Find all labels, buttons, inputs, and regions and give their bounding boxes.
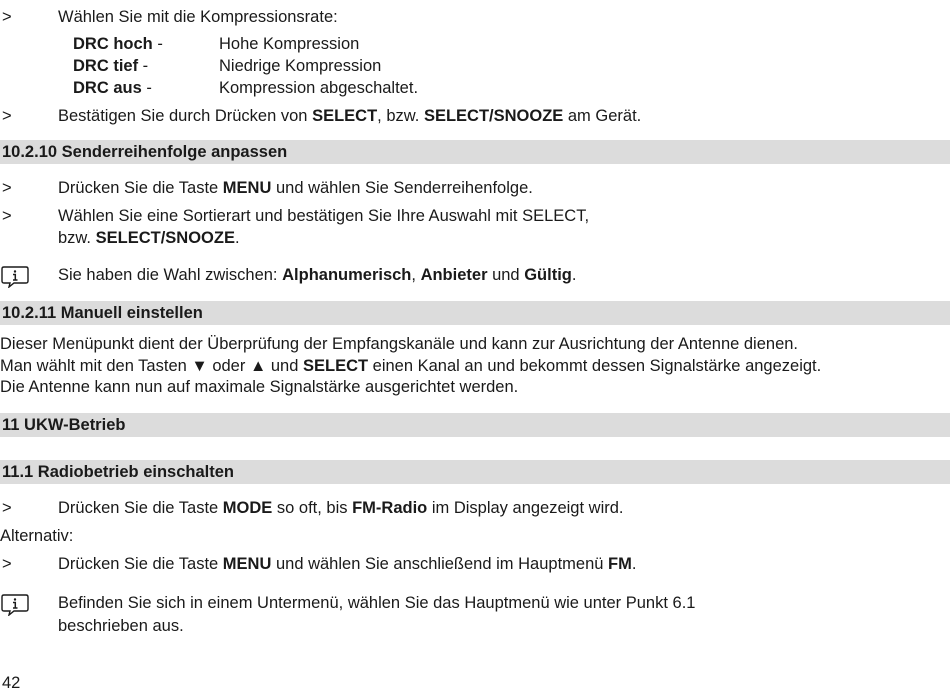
text: Drücken Sie die Taste: [58, 555, 223, 573]
select-key-label: SELECT: [312, 107, 378, 125]
option-anbieter: Anbieter: [420, 266, 488, 284]
text: einen Kanal an und bekommt dessen Signalstärke angezeigt.: [368, 357, 822, 375]
paragraph-line-2: [0, 357, 821, 376]
text: oder: [207, 357, 250, 375]
text: im Display angezeigt wird.: [427, 499, 624, 517]
step-marker: >: [2, 499, 12, 517]
info-icon: [0, 264, 30, 288]
section-heading-senderreihenfolge: 10.2.10 Senderreihenfolge anpassen: [0, 140, 950, 164]
step-marker: >: [2, 8, 12, 26]
drc-term: DRC tief: [73, 57, 139, 75]
text: , bzw.: [377, 107, 424, 125]
step-marker: >: [2, 107, 12, 125]
text: Man wählt mit den Tasten: [0, 357, 192, 375]
drc-dash: -: [152, 35, 163, 53]
step-marker: >: [2, 555, 12, 573]
page-number: 42: [2, 674, 21, 692]
drc-description: Hohe Kompression: [219, 35, 360, 53]
drc-description: Kompression abgeschaltet.: [219, 79, 419, 97]
menu-key-label: MENU: [222, 555, 272, 573]
text: Drücken Sie die Taste: [58, 499, 223, 517]
text: .: [234, 229, 240, 247]
section-heading-ukw: 11 UKW-Betrieb: [0, 413, 950, 437]
drc-description: Niedrige Kompression: [219, 57, 382, 75]
drc-term: DRC hoch: [73, 35, 153, 53]
info-icon: [0, 592, 30, 616]
step-text: Wählen Sie eine Sortierart und bestätigen Sie Ihre Auswahl mit SELECT,: [58, 207, 590, 225]
text: Bestätigen Sie durch Drücken von: [58, 107, 313, 125]
note-text: beschrieben aus.: [58, 617, 184, 635]
text: bzw.: [58, 229, 96, 247]
down-arrow-icon: ▼: [191, 357, 208, 375]
text: und: [487, 266, 525, 284]
text: Sie haben die Wahl zwischen:: [58, 266, 283, 284]
option-alphanumerisch: Alphanumerisch: [282, 266, 412, 284]
text: und: [266, 357, 303, 375]
paragraph-line-3: Die Antenne kann nun auf maximale Signalstärke ausgerichtet werden.: [0, 378, 519, 396]
select-snooze-key-label: SELECT/SNOOZE: [423, 107, 564, 125]
menu-key-label: MENU: [222, 179, 272, 197]
drc-dash: -: [138, 57, 149, 75]
alternative-label: Alternativ:: [0, 527, 74, 545]
text: am Gerät.: [563, 107, 642, 125]
note-text: Befinden Sie sich in einem Untermenü, wählen Sie das Hauptmenü wie unter Punkt 6.1: [58, 594, 696, 612]
step-text: Wählen Sie mit die Kompressionsrate:: [58, 8, 338, 26]
text: ,: [411, 266, 421, 284]
step-marker: >: [2, 179, 12, 197]
step-marker: >: [2, 207, 12, 225]
text: Drücken Sie die Taste: [58, 179, 223, 197]
drc-term: DRC aus: [73, 79, 142, 97]
text: .: [631, 555, 637, 573]
fm-label: FM: [608, 555, 632, 573]
section-heading-manuell: 10.2.11 Manuell einstellen: [0, 301, 950, 325]
text: so oft, bis: [272, 499, 353, 517]
section-heading-radiobetrieb: 11.1 Radiobetrieb einschalten: [0, 460, 950, 484]
text: .: [571, 266, 577, 284]
select-key-label: SELECT: [302, 357, 369, 375]
text: und wählen Sie anschließend im Hauptmenü: [271, 555, 609, 573]
text: und wählen Sie Senderreihenfolge.: [271, 179, 533, 197]
fm-radio-label: FM-Radio: [352, 499, 428, 517]
drc-dash: -: [141, 79, 152, 97]
select-snooze-key-label: SELECT/SNOOZE: [95, 229, 235, 247]
paragraph-line-1: Dieser Menüpunkt dient der Überprüfung der Empfangskanäle und kann zur Ausrichtung der Antenne dienen.: [0, 335, 799, 353]
up-arrow-icon: ▲: [249, 357, 267, 375]
mode-key-label: MODE: [222, 499, 273, 517]
option-gueltig: Gültig: [524, 266, 572, 284]
